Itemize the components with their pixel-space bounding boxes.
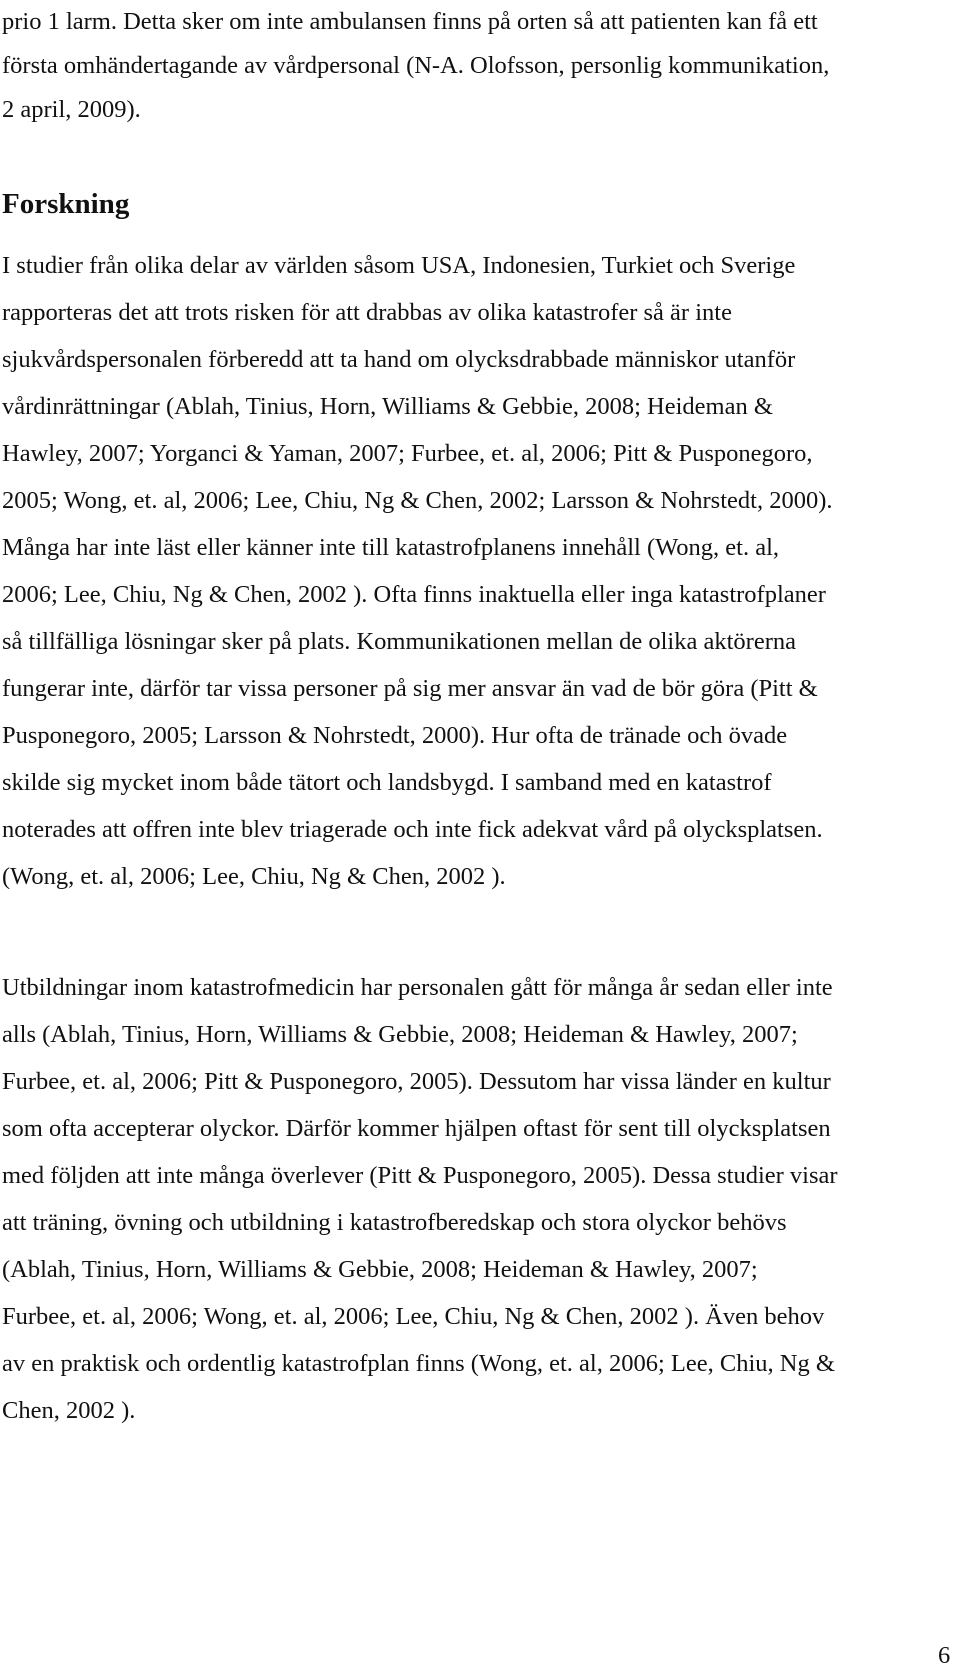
text-line: prio 1 larm. Detta sker om inte ambulansen finns på orten så att patienten kan få ett (2, 8, 818, 35)
text-line: (Wong, et. al, 2006; Lee, Chiu, Ng & Chen, 2002 ). (2, 863, 506, 890)
text-line: noterades att offren inte blev triagerade och inte fick adekvat vård på olycksplatsen. (2, 816, 823, 843)
forskning-paragraph (2, 242, 942, 900)
text-line: I studier från olika delar av världen såsom USA, Indonesien, Turkiet och Sverige (2, 252, 796, 279)
text-line: 2 april, 2009). (2, 96, 141, 123)
intro-paragraph (2, 0, 942, 132)
text-line: skilde sig mycket inom både tätort och landsbygd. I samband med en katastrof (2, 769, 772, 796)
utbildning-paragraph (2, 964, 942, 1434)
text-line: Chen, 2002 ). (2, 1397, 136, 1424)
text-line: 2006; Lee, Chiu, Ng & Chen, 2002 ). Ofta finns inaktuella eller inga katastrofplaner (2, 581, 826, 608)
text-line: som ofta accepterar olyckor. Därför kommer hjälpen oftast för sent till olycksplatsen (2, 1115, 831, 1142)
text-line: att träning, övning och utbildning i katastrofberedskap och stora olyckor behövs (2, 1209, 787, 1236)
text-line: Många har inte läst eller känner inte till katastrofplanens innehåll (Wong, et. al, (2, 534, 780, 561)
text-line: fungerar inte, därför tar vissa personer på sig mer ansvar än vad de bör göra (Pitt & (2, 675, 818, 702)
text-line: rapporteras det att trots risken för att drabbas av olika katastrofer så är inte (2, 299, 732, 326)
text-line: Pusponegoro, 2005; Larsson & Nohrstedt, 2000). Hur ofta de tränade och övade (2, 722, 788, 749)
text-line: första omhändertagande av vårdpersonal (N-A. Olofsson, personlig kommunikation, (2, 52, 830, 79)
text-line: Utbildningar inom katastrofmedicin har personalen gått för många år sedan eller inte (2, 974, 833, 1001)
text-line: alls (Ablah, Tinius, Horn, Williams & Gebbie, 2008; Heideman & Hawley, 2007; (2, 1021, 798, 1048)
text-line: sjukvårdspersonalen förberedd att ta hand om olycksdrabbade människor utanför (2, 346, 796, 373)
text-line: vårdinrättningar (Ablah, Tinius, Horn, Williams & Gebbie, 2008; Heideman & (2, 393, 773, 420)
text-line: Hawley, 2007; Yorganci & Yaman, 2007; Furbee, et. al, 2006; Pitt & Pusponegoro, (2, 440, 813, 467)
text-line: så tillfälliga lösningar sker på plats. Kommunikationen mellan de olika aktörerna (2, 628, 796, 655)
text-line: med följden att inte många överlever (Pitt & Pusponegoro, 2005). Dessa studier visar (2, 1162, 838, 1189)
text-line: 2005; Wong, et. al, 2006; Lee, Chiu, Ng & Chen, 2002; Larsson & Nohrstedt, 2000). (2, 487, 833, 514)
text-line: Furbee, et. al, 2006; Pitt & Pusponegoro, 2005). Dessutom har vissa länder en kultur (2, 1068, 831, 1095)
text-line: Furbee, et. al, 2006; Wong, et. al, 2006; Lee, Chiu, Ng & Chen, 2002 ). Även behov (2, 1303, 825, 1330)
page-number: 6 (938, 1642, 951, 1669)
text-line: (Ablah, Tinius, Horn, Williams & Gebbie, 2008; Heideman & Hawley, 2007; (2, 1256, 758, 1283)
section-heading: Forskning (2, 188, 130, 220)
text-line: av en praktisk och ordentlig katastrofplan finns (Wong, et. al, 2006; Lee, Chiu, Ng & (2, 1350, 835, 1377)
